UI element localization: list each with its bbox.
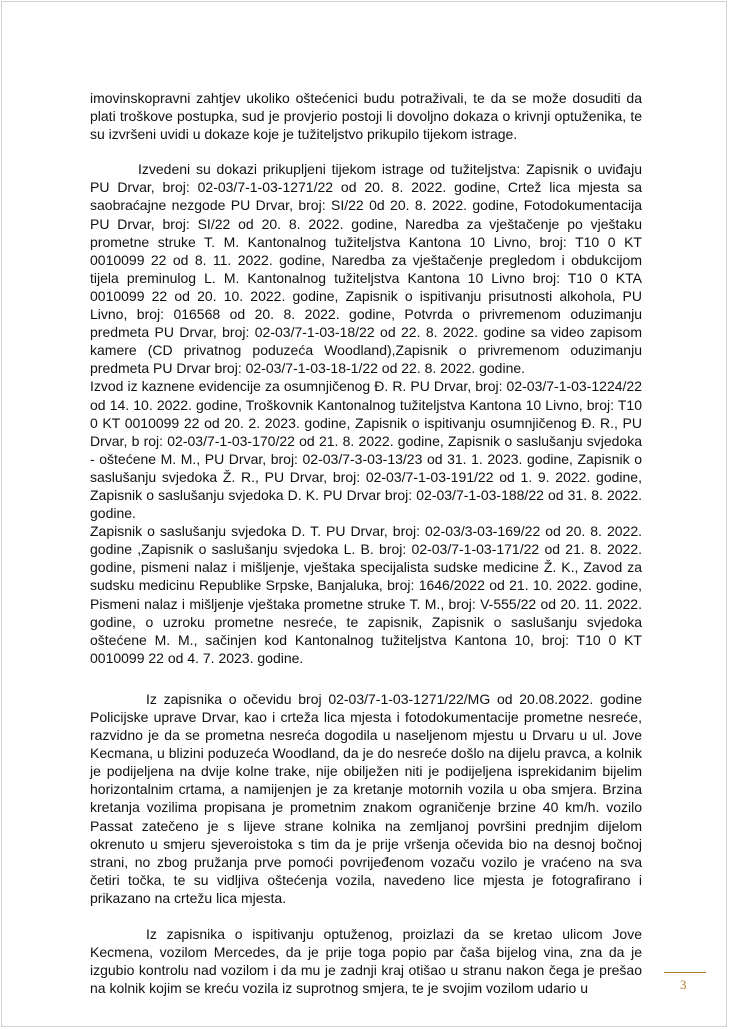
paragraph-4: Zapisnik o saslušanju svjedoka D. T. PU Drvar, broj: 02-03/3-03-169/22 od 20. 8. 2022. godine ,Zapisnik o saslušanju svjedoka L. B. broj: 02-03/7-1-03-171/22 od 21. 8. 2022. godine, pismeni nalaz i mišljenje, vještaka specijalista sudske medicine Ž. K., Zavod za sudsku medicinu Republike Srpske, Banjaluka, broj: 1646/2022 od 21. 10. 2022. godine, Pismeni nalaz i mišljenje vještaka prometne struke T. M., broj: V-555/22 od 20. 11. 2022. godine, o uzroku prometne nesreće, te zapisnik, Zapisnik o saslušanju svjedoka oštećene M. M., sačinjen kod Kantonalnog tužiteljstva Kantona 10, broj: T10 0 KT 0010099 22 od 4. 7. 2023. godine.: [90, 523, 642, 666]
paragraph-3: Izvod iz kaznene evidencije za osumnjičenog Đ. R. PU Drvar, broj: 02-03/7-1-03-1224/22 od 14. 10. 2022. godine, Troškovnik Kantonalnog tužiteljstva Kantona 10 Livno, broj: T10 0 KT 0010099 22 od 20. 2. 2023. godine, Zapisnik o ispitivanju osumnjičenog Đ. R., PU Drvar, b roj: 02-03/7-1-03-170/22 od 21. 8. 2022. godine, Zapisnik o saslušanju svjedoka - oštećene M. M., PU Drvar, broj: 02-03/7-3-03-13/23 od 31. 1. 2023. godine, Zapisnik o saslušanju svjedoka Ž. R., PU Drvar, broj: 02-03/7-1-03-191/22 od 1. 9. 2022. godine, Zapisnik o saslušanju svjedoka D. K. PU Drvar broj: 02-03/7-1-03-188/22 od 31. 8. 2022. godine.: [90, 378, 642, 522]
paragraph-2: Izvedeni su dokazi prikupljeni tijekom istrage od tužiteljstva: Zapisnik o uviđaju PU Drvar, broj: 02-03/7-1-03-1271/22 od 20. 8. 2022. godine, Crtež lica mjesta sa saobraćajne nezgode PU Drvar, broj: SI/22 0d 20. 8. 2022. godine, Fotodokumentacija PU Drvar, broj: SI/22 od 20. 8. 2022. godine, Naredba za vještačenje po vještaku prometne struke T. M. Kantonalnog tužiteljstva Kantona 10 Livno, broj: T10 0 KT 0010099 22 od 8. 11. 2022. godine, Naredba za vještačenje pregledom i obdukcijom tijela preminulog L. M. Kantonalnog tužiteljstva Kantona 10 Livno broj: T10 0 KTA 0010099 22 od 20. 10. 2022. godine, Zapisnik o ispitivanju prisutnosti alkohola, PU Livno, broj: 016568 od 20. 8. 2022. godine, Potvrda o privremenom oduzimanju predmeta PU Drvar, broj: 02-03/7-1-03-18/22 od 22. 8. 2022. godine sa video zapisom kamere (CD privatnog poduzeća Woodland),Zapisnik o privremenom oduzimanju predmeta PU Drvar broj: 02-03/7-1-03-18-1/22 od 22. 8. 2022. godine.: [90, 161, 642, 377]
footer-rule: [664, 972, 706, 973]
paragraph-1: imovinskopravni zahtjev ukoliko oštećenici budu potraživali, te da se može dosuditi da plati troškove postupka, sud je provjerio postoji li dovoljno dokaza o krivnji optuženika, te su izvršeni uvidi u dokaze koje je tužiteljstvo prikupilo tijekom istrage.: [90, 90, 642, 143]
paragraph-5: Iz zapisnika o očevidu broj 02-03/7-1-03-1271/22/MG od 20.08.2022. godine Policijske uprave Drvar, kao i crteža lica mjesta i fotodokumentacije prometne nesreće, razvidno je da se prometna nesreća dogodila u naseljenom mjestu u Drvaru u ul. Jove Kecmana, u blizini poduzeća Woodland, da je do nesreće došlo na dijelu pravca, a kolnik je podijeljena na dvije kolne trake, nije obilježen niti je podijeljena isprekidanim bijelim horizontalnim crtama, a namijenjen je za kretanje motornih vozila u oba smjera. Brzina kretanja vozilima propisana je prometnim znakom ograničenje brzine 40 km/h. vozilo Passat zatečeno je s lijeve strane kolnika na zemljanoj površini prednjim dijelom okrenuto u smjeru sjeveroistoka s tim da je prije vršenja očevida bio na desnoj bočnoj strani, no zbog pružanja prve pomoći povrijeđenom vozaču vozilo je vraćeno na sva četiri točka, te su vidljiva oštećenja vozila, navedeno lice mjesta je fotografirano i prikazano na crtežu lica mjesta.: [90, 690, 642, 906]
document-body: [90, 89, 642, 997]
paragraph-6: Iz zapisnika o ispitivanju optuženog, proizlazi da se kretao ulicom Jove Kecmena, vozilom Mercedes, da je prije toga popio par čaša bijelog vina, zna da je izgubio kontrolu nad vozilom i da mu je zadnji kraj otišao u stranu nakon čega je prešao na kolnik kojim se kreću vozila iz suprotnog smjera, te je svojim vozilom udario u: [90, 926, 642, 997]
page-number: 3: [680, 977, 687, 992]
